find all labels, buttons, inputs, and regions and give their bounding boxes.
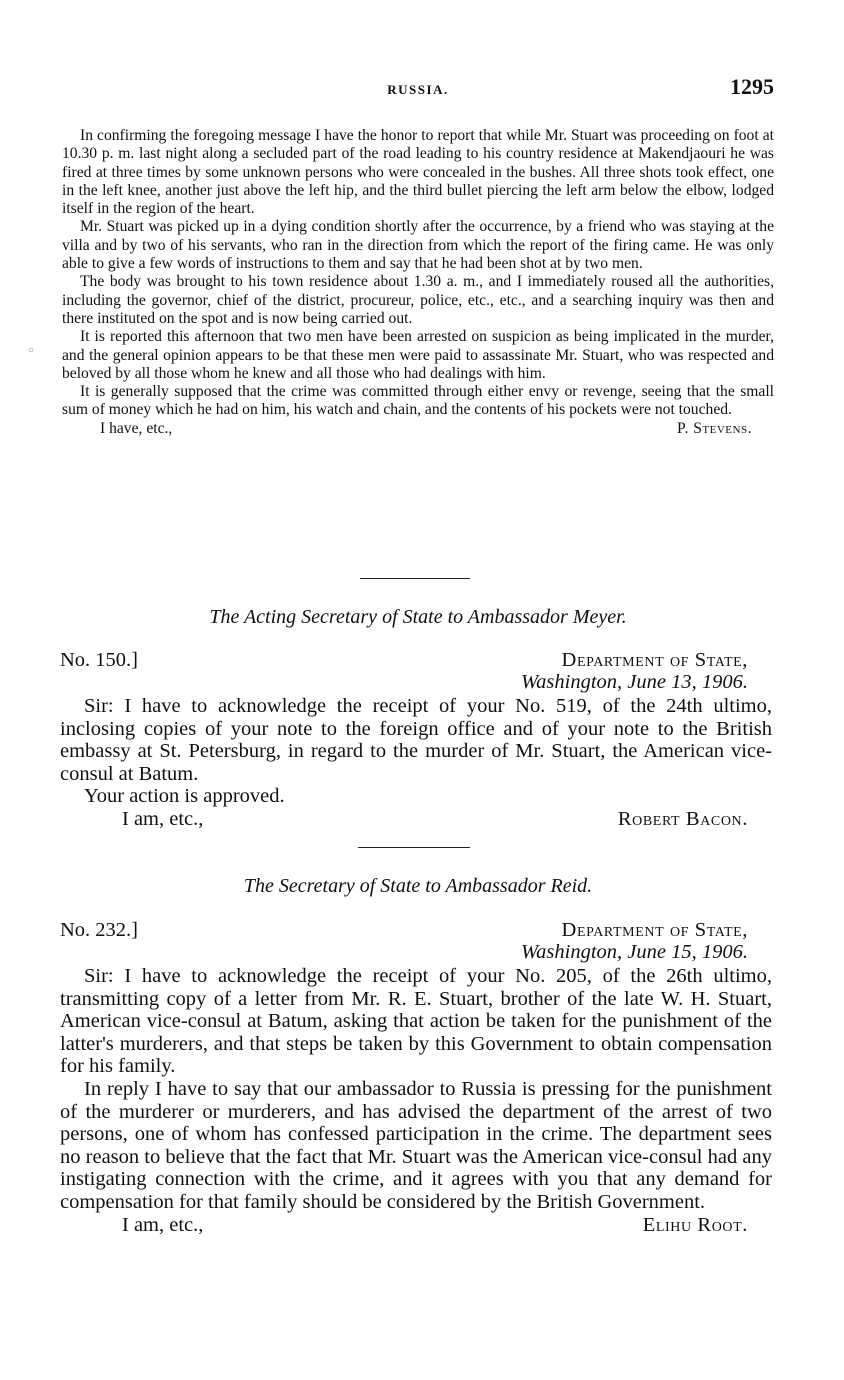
signer: Elihu Root. bbox=[642, 1213, 748, 1236]
running-title: RUSSIA. bbox=[387, 82, 449, 97]
signer: P. Stevens. bbox=[677, 419, 752, 437]
letter-number: No. 232.] bbox=[60, 919, 139, 941]
signature-line bbox=[62, 420, 774, 439]
signer: Robert Bacon. bbox=[617, 807, 748, 830]
page-number: 1295 bbox=[730, 74, 774, 99]
paragraph: Sir: I have to acknowledge the receipt of your No. 519, of the 24th ultimo, inclosing copies of your note to the foreign office and of your note to the British embassy at St. Petersburg, in regard to the murder of Mr. Stuart, the American vice-consul at Batum. bbox=[60, 695, 772, 785]
section-divider bbox=[358, 847, 470, 848]
paragraph: In reply I have to say that our ambassador to Russia is pressing for the punishment of the murderer or murderers, and has advised the department of the arrest of two persons, one of whom has confessed participation in the crime. The department sees no reason to believe that the fact that Mr. Stuart was the American vice-consul had any instigating connection with the crime, and it agrees with you that any demand for compensation for that family should be considered by the British Government. bbox=[60, 1077, 772, 1213]
paragraph: Your action is approved. bbox=[84, 785, 285, 808]
signature-line bbox=[60, 808, 772, 832]
paragraph: In confirming the foregoing message I have the honor to report that while Mr. Stuart was proceeding on foot at 10.30 p. m. last night along a secluded part of the road leading to his country residence at Makendjaouri he was fired at three times by some unknown persons who were concealed in the bushes. All three shots took effect, one in the left knee, another just above the left hip, and the third bullet piercing the left arm below the elbow, lodged itself in the region of the heart. bbox=[62, 127, 774, 218]
department: Department of State, bbox=[561, 649, 748, 671]
closing: I am, etc., bbox=[122, 1213, 204, 1236]
dateline: Washington, June 15, 1906. bbox=[520, 941, 748, 963]
closing: I am, etc., bbox=[122, 807, 204, 830]
margin-mark-icon: ○ bbox=[28, 345, 35, 356]
letter-bacon bbox=[60, 649, 772, 832]
closing: I have, etc., bbox=[100, 419, 173, 437]
page-header bbox=[62, 74, 774, 106]
letter-heading bbox=[60, 649, 772, 695]
letter-root bbox=[60, 919, 772, 1238]
section-divider bbox=[360, 578, 470, 579]
letter-body-stevens bbox=[62, 127, 774, 439]
signature-line bbox=[60, 1214, 772, 1238]
paragraph: Mr. Stuart was picked up in a dying condition shortly after the occurrence, by a friend who was staying at the villa and by two of his servants, who ran in the direction from which the report of the firing came. He was only able to give a few words of instructions to them and say that he had been shot at by two men. bbox=[62, 218, 774, 273]
paragraph: It is generally supposed that the crime was committed through either envy or revenge, seeing that the small sum of money which he had on him, his watch and chain, and the contents of his pockets were not touched. bbox=[62, 383, 774, 419]
paragraph: Sir: I have to acknowledge the receipt of your No. 205, of the 26th ultimo, transmitting copy of a letter from Mr. R. E. Stuart, brother of the late W. H. Stuart, American vice-consul at Batum, asking that action be taken for the punishment of the latter's murderers, and that steps be taken by this Government to obtain compensation for his family. bbox=[60, 965, 772, 1078]
letter-number: No. 150.] bbox=[60, 649, 139, 671]
letter-heading bbox=[60, 919, 772, 965]
paragraph: It is reported this afternoon that two men have been arrested on suspicion as being implicated in the murder, and the general opinion appears to be that these men were paid to assassinate Mr. Stuart, who was respected and beloved by all those whom he knew and all those who had dealings with him. bbox=[62, 328, 774, 382]
letter-title: The Acting Secretary of State to Ambassador Meyer. bbox=[209, 606, 627, 628]
dateline: Washington, June 13, 1906. bbox=[520, 671, 748, 693]
paragraph: The body was brought to his town residence about 1.30 a. m., and I immediately roused all the authorities, including the governor, chief of the district, procureur, police, etc., etc., and a searching inquiry was then and there instituted on the spot and is now being carried out. bbox=[62, 273, 774, 327]
letter-title: The Secretary of State to Ambassador Reid. bbox=[243, 875, 593, 897]
department: Department of State, bbox=[561, 919, 748, 941]
